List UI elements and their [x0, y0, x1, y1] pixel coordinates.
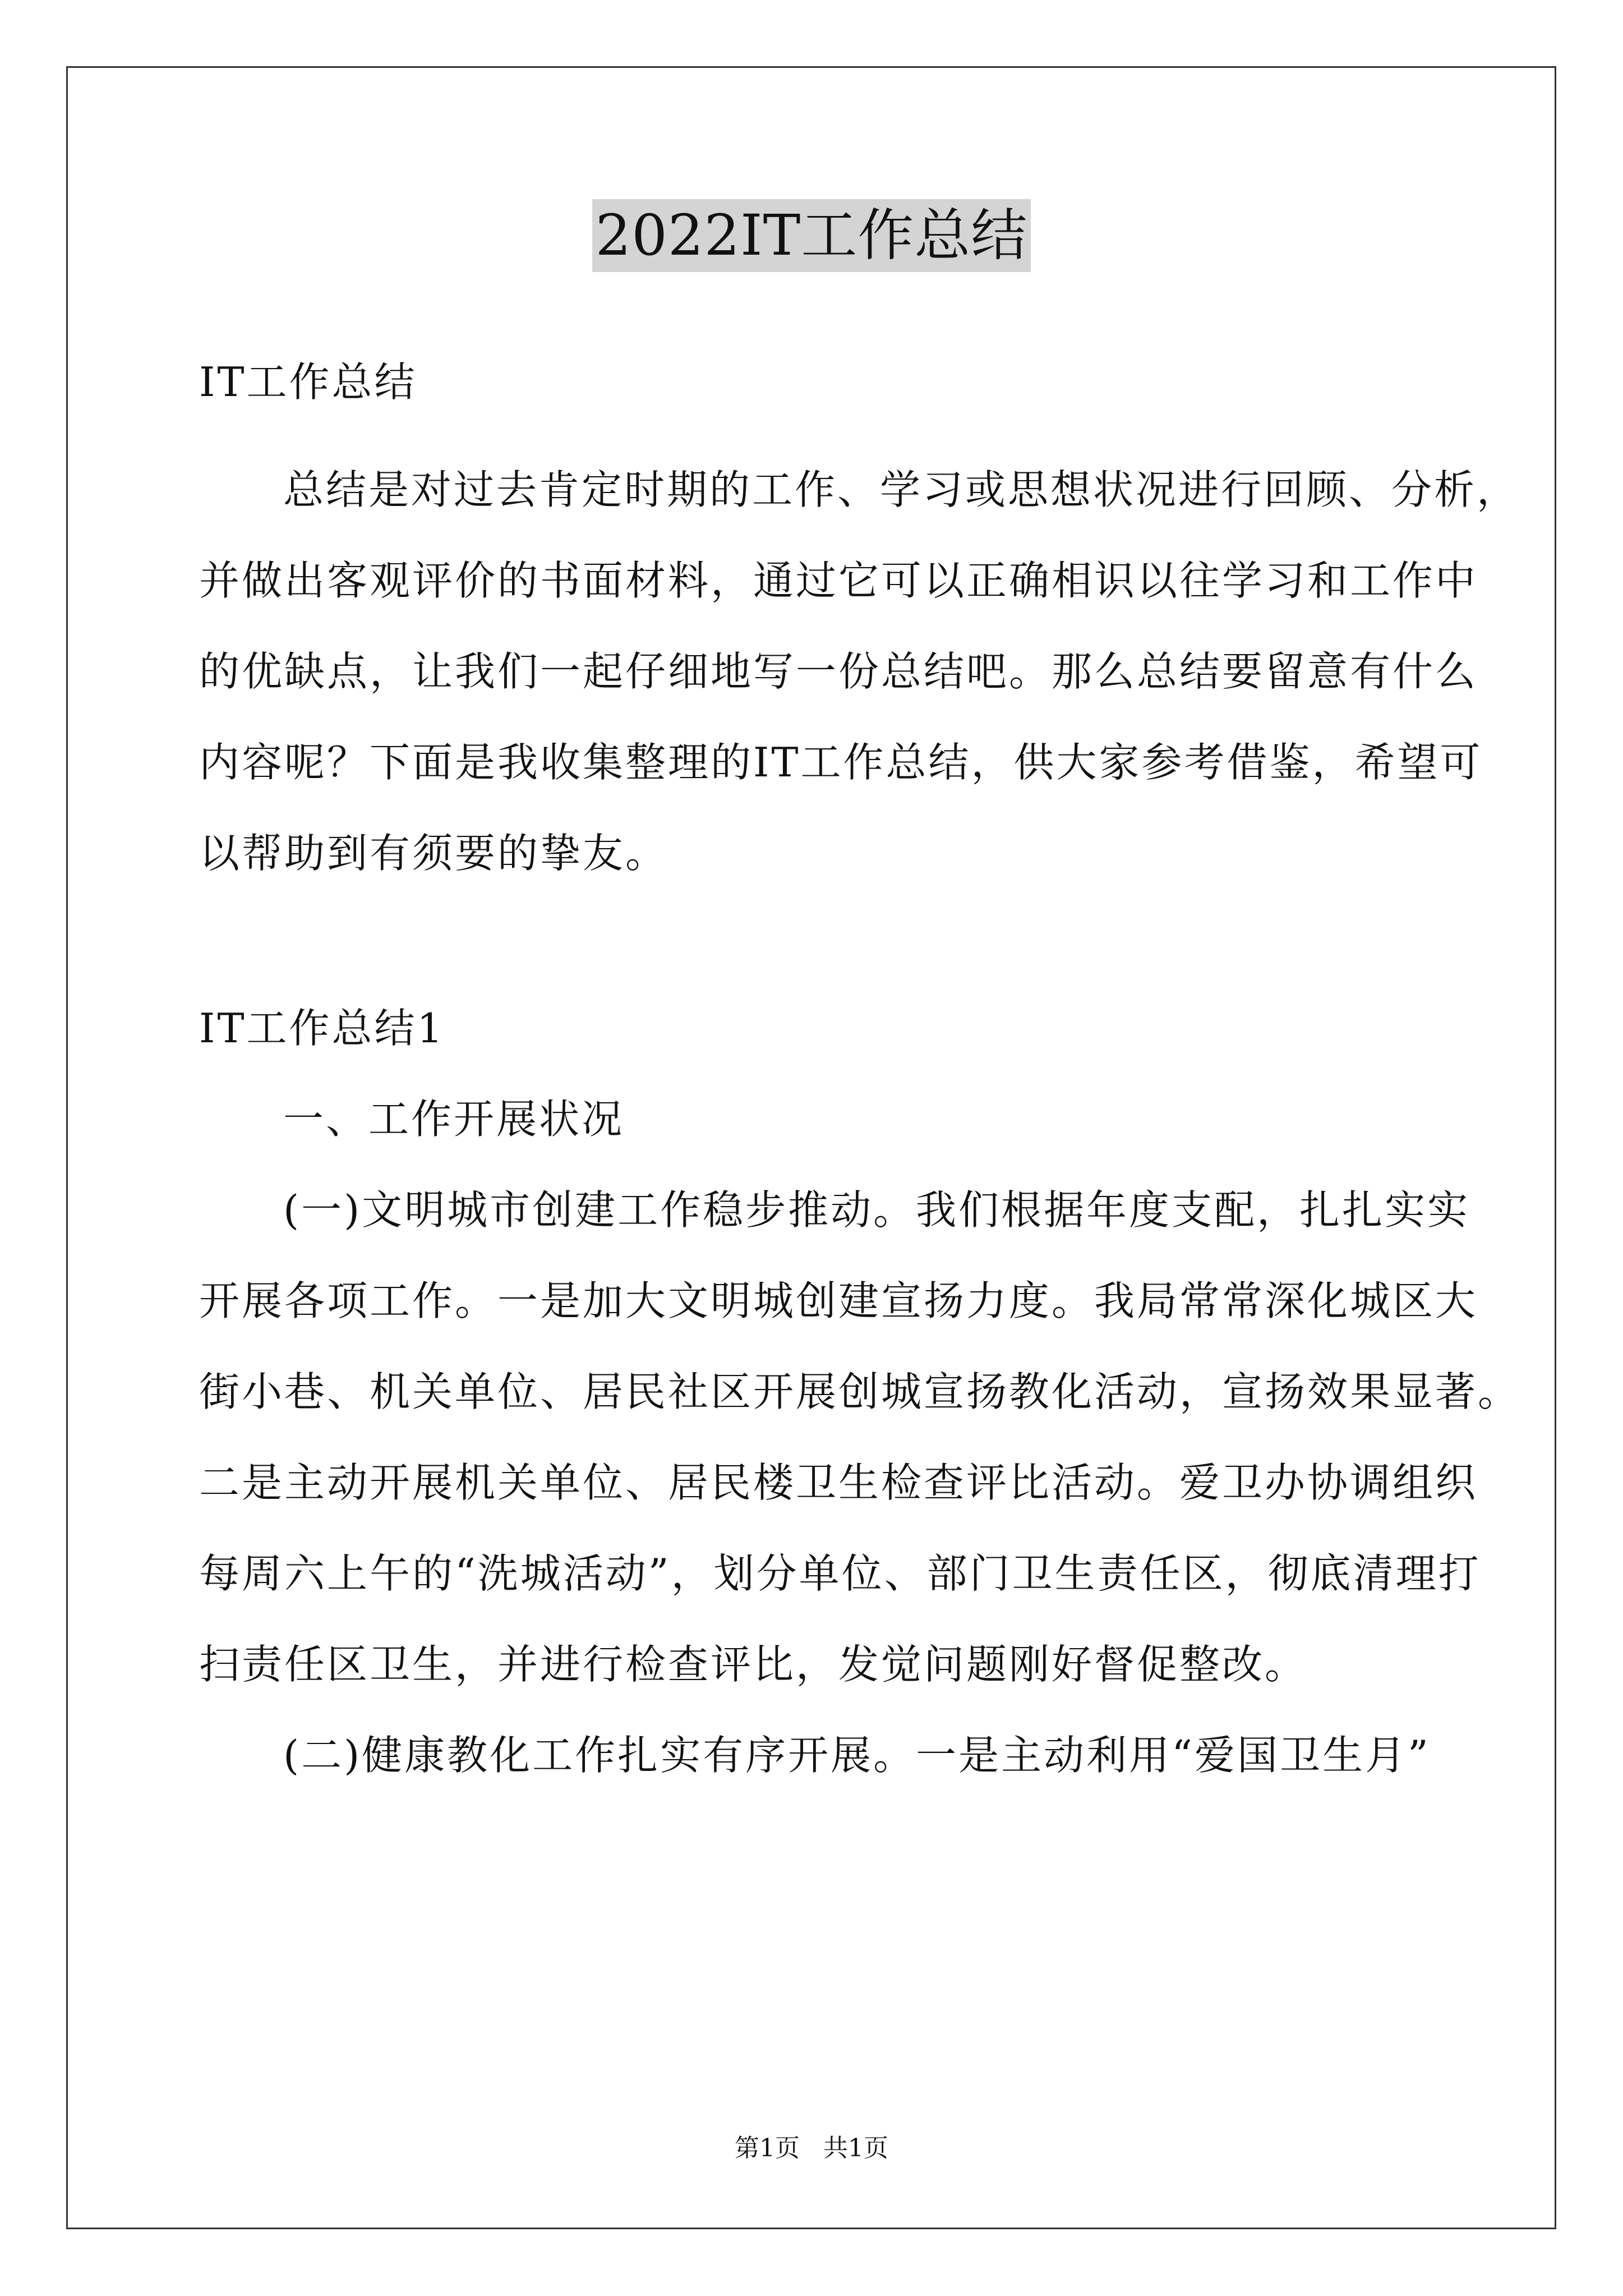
paragraph-line: (一)文明城市创建工作稳步推动。我们根据年度支配，扎扎实实: [283, 1186, 1470, 1234]
subtitle: IT工作总结: [199, 358, 417, 406]
intro-line: 并做出客观评价的书面材料，通过它可以正确相识以往学习和工作中: [199, 557, 1478, 604]
page-total: 共1页: [823, 2134, 888, 2162]
section-title: IT工作总结1: [199, 1005, 445, 1052]
paragraph-line: 扫责任区卫生，并进行检查评比，发觉问题刚好督促整改。: [199, 1641, 1308, 1688]
paragraph-line: 开展各项工作。一是加大文明城创建宣扬力度。我局常常深化城区大: [199, 1277, 1478, 1324]
page-number: 第1页: [735, 2134, 800, 2162]
section-heading: 一、工作开展状况: [283, 1096, 625, 1143]
intro-line: 总结是对过去肯定时期的工作、学习或思想状况进行回顾、分析，: [283, 466, 1520, 513]
intro-line: 以帮助到有须要的挚友。: [199, 830, 668, 877]
document-title[interactable]: 2022IT工作总结: [592, 199, 1031, 272]
intro-line: 内容呢？下面是我收集整理的IT工作总结，供大家参考借鉴，希望可: [199, 739, 1483, 786]
paragraph-line: 二是主动开展机关单位、居民楼卫生检查评比活动。爱卫办协调组织: [199, 1459, 1478, 1506]
page-footer: [0, 2132, 1623, 2165]
document-body: [199, 337, 1521, 1801]
paragraph-line: 街小巷、机关单位、居民社区开展创城宣扬教化活动，宣扬效果显著。: [199, 1368, 1521, 1415]
paragraph-line: 每周六上午的“洗城活动”，划分单位、部门卫生责任区，彻底清理打: [199, 1550, 1481, 1597]
title-container: [0, 199, 1623, 272]
paragraph-line: (二)健康教化工作扎实有序开展。一是主动利用“爱国卫生月”: [283, 1732, 1431, 1779]
intro-line: 的优缺点，让我们一起仔细地写一份总结吧。那么总结要留意有什么: [199, 648, 1478, 695]
